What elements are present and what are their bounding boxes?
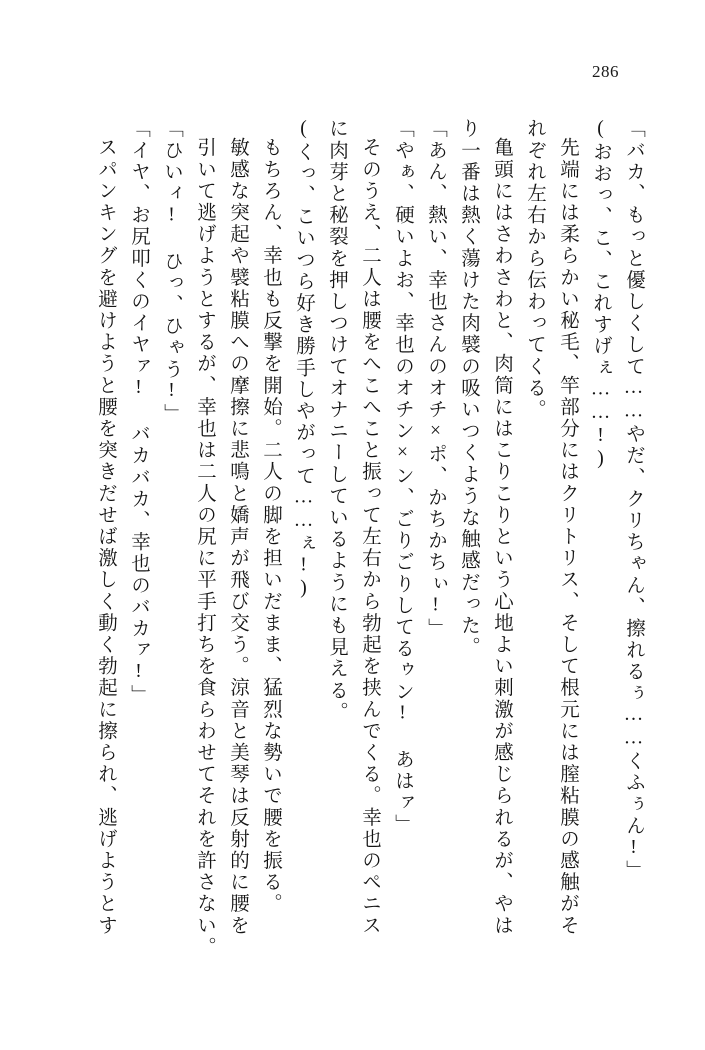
text-line: り一番は熱く蕩けた肉襞の吸いつくような触感だった。 bbox=[458, 118, 479, 658]
text-line: 「イヤ、お尻叩くのイヤァ! バカバカ、幸也のバカァ!」 bbox=[128, 118, 149, 706]
text-line: 先端には柔らかい秘毛、竿部分にはクリトリス、そして根元には膣粘膜の感触がそ bbox=[557, 137, 578, 937]
text-line: れぞれ左右から伝わってくる。 bbox=[524, 118, 545, 421]
text-line: 「やぁ、硬いよお、幸也のオチン×ン、ごりごりしてるゥン! あはァ」 bbox=[392, 118, 413, 836]
text-line: 「あん、熱い、幸也さんのオチ×ポ、かちかちぃ!」 bbox=[425, 118, 446, 640]
text-line: (おおっ、こ、これすげぇ……!) bbox=[590, 118, 611, 472]
text-line: スパンキングを避けようと腰を突きだせば激しく動く勃起に擦られ、逃げようとす bbox=[95, 137, 116, 937]
text-line: 「ひいィ! ひっ、ひゃう!」 bbox=[161, 118, 182, 425]
text-line: 敏感な突起や襞粘膜への摩擦に悲鳴と嬌声が飛び交う。涼音と美琴は反射的に腰を bbox=[227, 137, 248, 937]
text-line: に肉芽と秘裂を押しつけてオナニーしているようにも見える。 bbox=[326, 118, 347, 723]
text-line: (くっ、こいつら好き勝手しやがって……ぇ!) bbox=[293, 118, 314, 601]
text-line: 「バカ、もっと優しくして……やだ、クリちゃん、擦れるぅ……くふぅん!」 bbox=[623, 118, 644, 882]
vertical-text-body bbox=[60, 118, 643, 968]
text-line: そのうえ、二人は腰をへこへこと振って左右から勃起を挟んでくる。幸也のペニス bbox=[359, 137, 380, 937]
text-line: 亀頭にはさわさわと、肉筒にはこりこりという心地よい刺激が感じられるが、やは bbox=[491, 137, 512, 937]
text-line: 引いて逃げようとするが、幸也は二人の尻に平手打ちを食らわせてそれを許さない。 bbox=[194, 137, 215, 958]
text-line: もちろん、幸也も反撃を開始。二人の脚を担いだまま、猛烈な勢いで腰を振る。 bbox=[260, 137, 281, 915]
page-number: 286 bbox=[592, 62, 619, 81]
